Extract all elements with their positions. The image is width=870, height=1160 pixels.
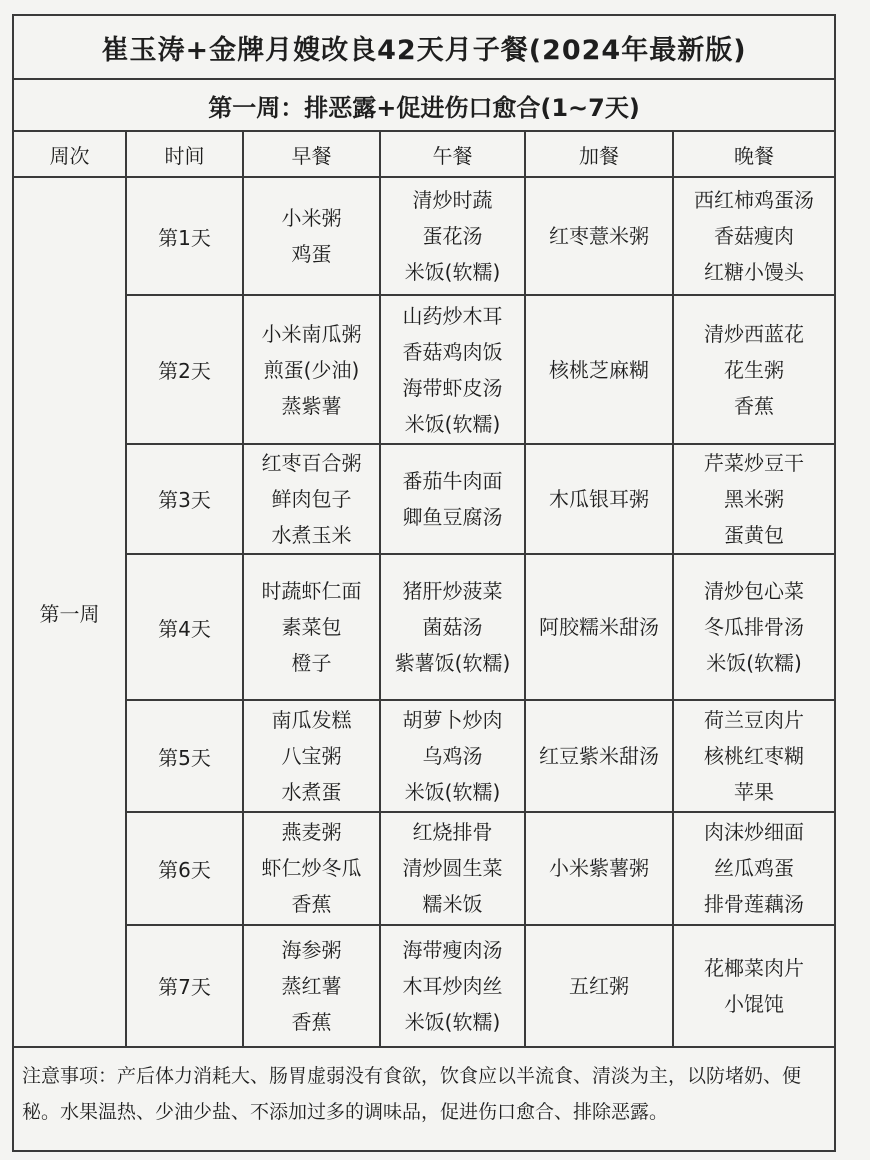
dish-item: 蒸红薯 [281, 973, 342, 998]
dinner-cell [673, 925, 835, 1047]
dish-item: 核桃芝麻糊 [549, 357, 649, 382]
header-week: 周次 [13, 131, 126, 177]
week-subtitle: 第一周：排恶露+促进伤口愈合(1~7天) [13, 79, 835, 131]
lunch-cell [380, 812, 525, 924]
week-label: 第一周 [13, 177, 126, 1046]
dish-item: 蛋黄包 [724, 522, 785, 547]
lunch-cell [380, 444, 525, 554]
dinner-cell [673, 444, 835, 554]
notes-text: 注意事项：产后体力消耗大、肠胃虚弱没有食欲，饮食应以半流食、清淡为主，以防堵奶、便秘。水果温热、少油少盐、不添加过多的调味品，促进伤口愈合、排除恶露。 [13, 1047, 835, 1151]
lunch-cell [380, 925, 525, 1047]
dish-item: 海参粥 [281, 937, 342, 962]
dinner-cell [673, 812, 835, 924]
table-row [13, 925, 835, 1047]
dish-item: 香蕉 [291, 892, 332, 917]
dinner-cell [673, 554, 835, 700]
table-title: 崔玉涛+金牌月嫂改良42天月子餐(2024年最新版) [13, 15, 835, 79]
dish-item: 香蕉 [734, 393, 775, 418]
table-row [13, 295, 835, 443]
dish-item: 红枣百合粥 [261, 450, 362, 475]
lunch-cell [380, 700, 525, 812]
dish-item: 苹果 [734, 780, 775, 805]
breakfast-cell [243, 812, 380, 924]
day-label: 第6天 [126, 812, 243, 924]
dish-item: 虾仁炒冬瓜 [261, 856, 362, 881]
dish-item: 清炒包心菜 [704, 579, 805, 604]
table-row [13, 700, 835, 812]
table-row [13, 812, 835, 924]
dish-item: 燕麦粥 [281, 820, 342, 845]
dish-item: 米饭(软糯) [404, 1009, 501, 1034]
dinner-cell [673, 177, 835, 295]
dish-item: 海带瘦肉汤 [402, 937, 503, 962]
dish-item: 小米粥 [281, 206, 342, 231]
breakfast-cell [243, 295, 380, 443]
dish-item: 小米紫薯粥 [549, 856, 649, 881]
dish-item: 丝瓜鸡蛋 [714, 856, 795, 881]
lunch-cell [380, 554, 525, 700]
breakfast-cell [243, 700, 380, 812]
dish-item: 香菇瘦肉 [714, 224, 795, 249]
day-label: 第4天 [126, 554, 243, 700]
dish-item: 排骨莲藕汤 [704, 892, 805, 917]
dish-item: 菌菇汤 [422, 615, 483, 640]
dish-item: 蛋花汤 [422, 224, 483, 249]
dish-item: 猪肝炒菠菜 [402, 579, 503, 604]
dish-item: 番茄牛肉面 [402, 468, 503, 493]
dish-item: 小米南瓜粥 [261, 321, 362, 346]
dish-item: 木瓜银耳粥 [549, 486, 649, 511]
day-label: 第3天 [126, 444, 243, 554]
dish-item: 小馄饨 [724, 991, 785, 1016]
dish-item: 卿鱼豆腐汤 [402, 504, 503, 529]
snack-cell [525, 444, 673, 554]
dish-item: 鲜肉包子 [271, 486, 352, 511]
dish-item: 五红粥 [569, 973, 629, 998]
table-row [13, 554, 835, 700]
dish-item: 清炒圆生菜 [402, 856, 503, 881]
dish-item: 木耳炒肉丝 [402, 973, 503, 998]
header-time: 时间 [126, 131, 243, 177]
dish-item: 时蔬虾仁面 [261, 579, 362, 604]
snack-cell [525, 554, 673, 700]
dish-item: 花生粥 [724, 357, 785, 382]
header-breakfast: 早餐 [243, 131, 380, 177]
dish-item: 米饭(软糯) [706, 651, 802, 676]
lunch-cell [380, 177, 525, 295]
header-lunch: 午餐 [380, 131, 525, 177]
dish-item: 米饭(软糯) [404, 260, 501, 285]
dish-item: 米饭(软糯) [404, 780, 501, 805]
dish-item: 山药炒木耳 [402, 303, 503, 328]
dish-item: 水煮蛋 [281, 780, 342, 805]
dish-item: 阿胶糯米甜汤 [539, 615, 659, 640]
snack-cell [525, 700, 673, 812]
snack-cell [525, 177, 673, 295]
dish-item: 香蕉 [291, 1009, 332, 1034]
dish-item: 红糖小馒头 [704, 260, 805, 285]
dish-item: 香菇鸡肉饭 [402, 339, 503, 364]
dish-item: 清炒时蔬 [412, 188, 493, 213]
dish-item: 芹菜炒豆干 [704, 450, 805, 475]
header-snack: 加餐 [525, 131, 673, 177]
day-label: 第1天 [126, 177, 243, 295]
notes-row [13, 1047, 835, 1151]
dish-item: 清炒西蓝花 [704, 321, 805, 346]
day-label: 第5天 [126, 700, 243, 812]
dish-item: 冬瓜排骨汤 [704, 615, 805, 640]
snack-cell [525, 295, 673, 443]
dish-item: 红豆紫米甜汤 [539, 744, 659, 769]
dish-item: 八宝粥 [281, 744, 342, 769]
day-label: 第2天 [126, 295, 243, 443]
dish-item: 橙子 [291, 651, 332, 676]
dish-item: 水煮玉米 [271, 522, 352, 547]
breakfast-cell [243, 925, 380, 1047]
breakfast-cell [243, 177, 380, 295]
header-dinner: 晚餐 [673, 131, 835, 177]
dish-item: 西红柿鸡蛋汤 [694, 188, 815, 213]
snack-cell [525, 925, 673, 1047]
dish-item: 荷兰豆肉片 [704, 708, 805, 733]
lunch-cell [380, 295, 525, 443]
dish-item: 素菜包 [281, 615, 342, 640]
dish-item: 肉沫炒细面 [704, 820, 805, 845]
breakfast-cell [243, 444, 380, 554]
dish-item: 红烧排骨 [412, 820, 493, 845]
dish-item: 黑米粥 [724, 486, 785, 511]
dish-item: 胡萝卜炒肉 [402, 708, 503, 733]
dish-item: 糯米饭 [422, 892, 483, 917]
breakfast-cell [243, 554, 380, 700]
day-label: 第7天 [126, 925, 243, 1047]
dish-item: 煎蛋(少油) [263, 357, 360, 382]
meal-plan-table [12, 14, 836, 1152]
dish-item: 蒸紫薯 [281, 393, 342, 418]
dish-item: 花椰菜肉片 [704, 955, 805, 980]
table-row [13, 177, 835, 295]
dish-item: 鸡蛋 [291, 242, 332, 267]
dish-item: 米饭(软糯) [404, 411, 501, 436]
dinner-cell [673, 700, 835, 812]
dish-item: 紫薯饭(软糯) [394, 651, 511, 676]
dish-item: 核桃红枣糊 [704, 744, 805, 769]
snack-cell [525, 812, 673, 924]
table-row [13, 444, 835, 554]
dish-item: 海带虾皮汤 [402, 375, 503, 400]
dinner-cell [673, 295, 835, 443]
dish-item: 红枣薏米粥 [549, 224, 649, 249]
dish-item: 乌鸡汤 [422, 744, 483, 769]
dish-item: 南瓜发糕 [271, 708, 352, 733]
